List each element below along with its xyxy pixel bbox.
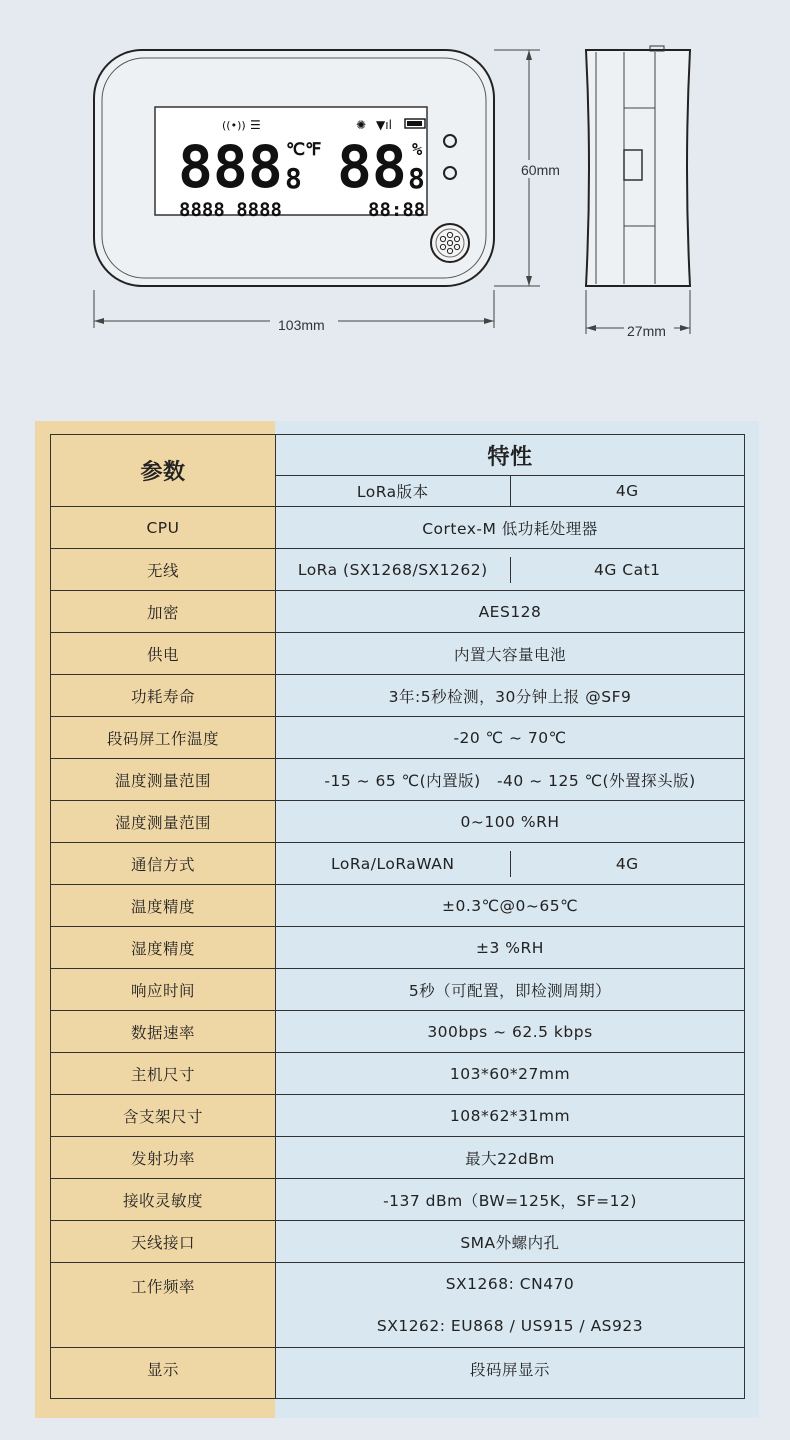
row-value: AES128 bbox=[276, 591, 745, 633]
row-value: 0~100 %RH bbox=[276, 801, 745, 843]
row-label: 显示 bbox=[51, 1348, 276, 1399]
table-row bbox=[51, 927, 745, 969]
row-value-4g: 4G bbox=[615, 854, 639, 873]
row-value: ±0.3℃@0~65℃ bbox=[276, 885, 745, 927]
bottom-right-digits: 88:88 bbox=[368, 199, 426, 221]
svg-text:((•)): ((•)) bbox=[222, 119, 246, 132]
row-label: CPU bbox=[51, 507, 276, 549]
row-label: 含支架尺寸 bbox=[51, 1095, 276, 1137]
table-row bbox=[51, 591, 745, 633]
row-value: SMA外螺内孔 bbox=[276, 1221, 745, 1263]
row-label: 功耗寿命 bbox=[51, 675, 276, 717]
row-label: 段码屏工作温度 bbox=[51, 717, 276, 759]
row-label: 主机尺寸 bbox=[51, 1053, 276, 1095]
table-row bbox=[51, 1263, 745, 1348]
row-value-line: SX1262: EU868 / US915 / AS923 bbox=[376, 1317, 644, 1335]
table-row bbox=[51, 759, 745, 801]
table-row bbox=[51, 675, 745, 717]
row-value: 3年:5秒检测，30分钟上报 @SF9 bbox=[276, 675, 745, 717]
row-value bbox=[276, 549, 745, 591]
row-value: 段码屏显示 bbox=[276, 1348, 745, 1399]
row-label: 工作频率 bbox=[51, 1263, 276, 1348]
table-row bbox=[51, 507, 745, 549]
row-label: 响应时间 bbox=[51, 969, 276, 1011]
table-row bbox=[51, 801, 745, 843]
row-value: -137 dBm（BW=125K，SF=12) bbox=[276, 1179, 745, 1221]
table-row bbox=[51, 843, 745, 885]
row-label: 发射功率 bbox=[51, 1137, 276, 1179]
table-row bbox=[51, 549, 745, 591]
hum-digits: 88 bbox=[337, 133, 407, 201]
table-row bbox=[51, 1053, 745, 1095]
row-value: 103*60*27mm bbox=[276, 1053, 745, 1095]
row-label: 供电 bbox=[51, 633, 276, 675]
svg-text:▼ıl: ▼ıl bbox=[376, 118, 392, 132]
table-row bbox=[51, 1221, 745, 1263]
row-value: -20 ℃ ~ 70℃ bbox=[276, 717, 745, 759]
svg-text:✺: ✺ bbox=[356, 118, 367, 132]
table-row bbox=[51, 1011, 745, 1053]
table-row bbox=[51, 885, 745, 927]
subheader-4g: 4G bbox=[510, 476, 745, 507]
row-value bbox=[276, 843, 745, 885]
row-value: -15 ~ 65 ℃(内置版) -40 ~ 125 ℃(外置探头版) bbox=[276, 759, 745, 801]
row-value bbox=[276, 1263, 745, 1348]
table-row bbox=[51, 633, 745, 675]
spec-table bbox=[50, 434, 745, 1399]
temp-decimal: 8 bbox=[285, 162, 302, 195]
sensor-vent-icon bbox=[431, 224, 469, 262]
device-side-view bbox=[586, 46, 690, 286]
row-value-line: SX1268: CN470 bbox=[445, 1275, 575, 1293]
header-feature: 特性 bbox=[276, 435, 745, 476]
svg-text:☰: ☰ bbox=[250, 118, 261, 132]
header-param: 参数 bbox=[51, 435, 276, 507]
width-dimension: 103mm bbox=[278, 317, 325, 333]
row-value: 内置大容量电池 bbox=[276, 633, 745, 675]
temp-digits: 888 bbox=[178, 133, 283, 201]
temp-unit: ℃℉ bbox=[286, 140, 322, 160]
table-row bbox=[51, 969, 745, 1011]
row-label: 数据速率 bbox=[51, 1011, 276, 1053]
row-label: 温度测量范围 bbox=[51, 759, 276, 801]
subheader-lora: LoRa版本 bbox=[276, 476, 511, 507]
row-label: 温度精度 bbox=[51, 885, 276, 927]
hum-decimal: 8 bbox=[408, 162, 425, 195]
table-row bbox=[51, 1095, 745, 1137]
table-row bbox=[51, 1137, 745, 1179]
table-row bbox=[51, 717, 745, 759]
bottom-left-digits: 8888 8888 bbox=[179, 199, 282, 221]
row-value-lora: LoRa/LoRaWAN bbox=[276, 851, 511, 877]
row-value: 300bps ~ 62.5 kbps bbox=[276, 1011, 745, 1053]
device-drawing bbox=[0, 0, 790, 400]
spec-table-panel bbox=[35, 421, 759, 1418]
depth-dimension: 27mm bbox=[627, 323, 666, 339]
row-label: 湿度精度 bbox=[51, 927, 276, 969]
row-label: 通信方式 bbox=[51, 843, 276, 885]
row-label: 加密 bbox=[51, 591, 276, 633]
row-value: ±3 %RH bbox=[276, 927, 745, 969]
row-value: 5秒（可配置，即检测周期） bbox=[276, 969, 745, 1011]
table-row bbox=[51, 1179, 745, 1221]
row-value-4g: 4G Cat1 bbox=[593, 560, 661, 579]
hum-unit: % bbox=[412, 140, 423, 160]
row-label: 湿度测量范围 bbox=[51, 801, 276, 843]
row-label: 接收灵敏度 bbox=[51, 1179, 276, 1221]
table-row bbox=[51, 1348, 745, 1399]
row-label: 天线接口 bbox=[51, 1221, 276, 1263]
row-value: 108*62*31mm bbox=[276, 1095, 745, 1137]
row-value: 最大22dBm bbox=[276, 1137, 745, 1179]
row-value: Cortex-M 低功耗处理器 bbox=[276, 507, 745, 549]
row-value-lora: LoRa (SX1268/SX1262) bbox=[276, 557, 511, 583]
height-dimension: 60mm bbox=[521, 162, 560, 178]
row-label: 无线 bbox=[51, 549, 276, 591]
